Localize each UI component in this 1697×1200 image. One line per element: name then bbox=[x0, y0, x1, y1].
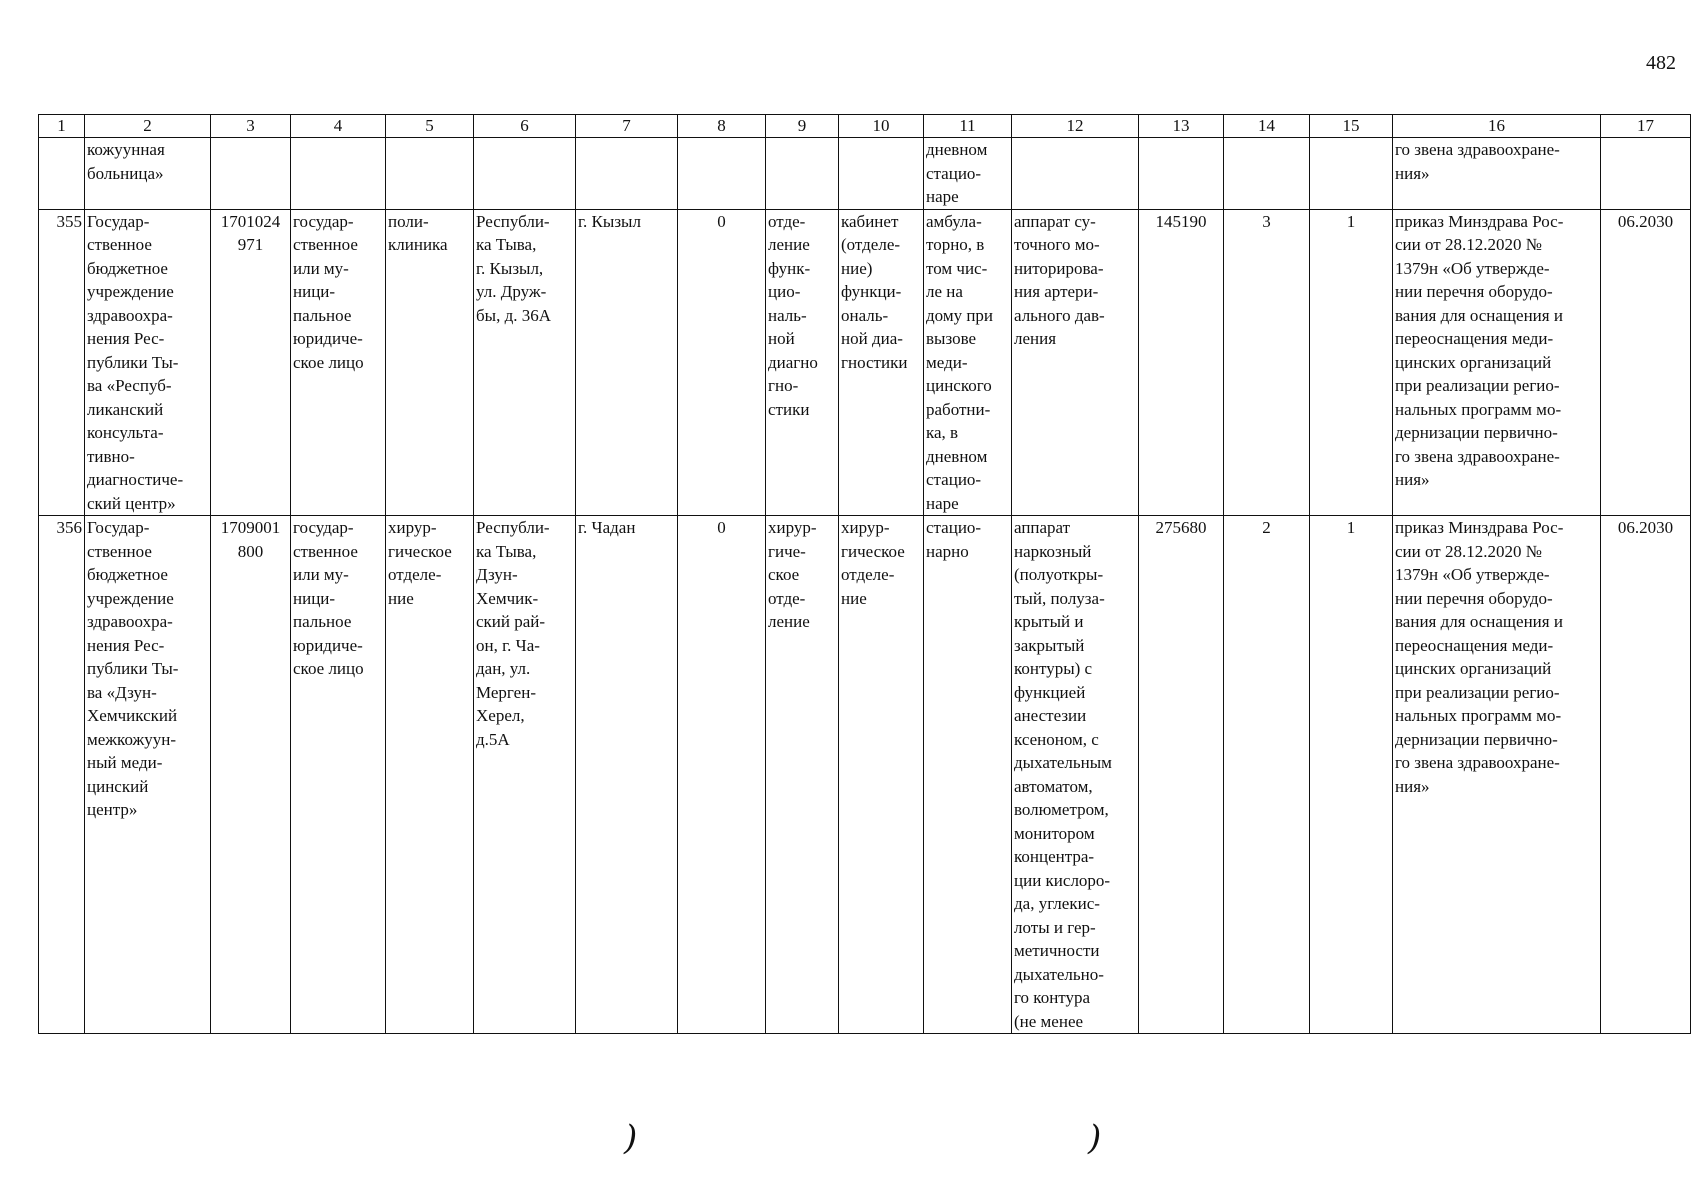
header-cell: 17 bbox=[1601, 115, 1691, 138]
care-conditions-cell: стацио- нарно bbox=[924, 516, 1012, 1034]
table-row bbox=[39, 209, 1691, 516]
quantity-cell: 1 bbox=[1310, 209, 1393, 516]
table-cell bbox=[678, 138, 766, 210]
header-cell: 12 bbox=[1012, 115, 1139, 138]
quantity-cell: 1 bbox=[1310, 516, 1393, 1034]
table-cell bbox=[1224, 138, 1310, 210]
address-cell: Республи- ка Тыва, Дзун- Хемчик- ский рай- он, г. Ча- дан, ул. Мерген- Херел, д.5А bbox=[474, 516, 576, 1034]
header-row bbox=[39, 115, 1691, 138]
value-cell: 0 bbox=[678, 516, 766, 1034]
scan-mark: ) bbox=[624, 1118, 638, 1158]
table-cell bbox=[1310, 138, 1393, 210]
header-cell: 6 bbox=[474, 115, 576, 138]
table-cell bbox=[1601, 138, 1691, 210]
scan-mark: ) bbox=[1088, 1118, 1102, 1158]
page-number: 482 bbox=[1646, 52, 1676, 74]
table-cell bbox=[766, 138, 839, 210]
legal-form-cell: государ- ственное или му- ници- пальное юридиче- ское лицо bbox=[291, 209, 386, 516]
table-cell bbox=[386, 138, 474, 210]
department-cell: отде- ление функ- цио- наль- ной диагно гно- стики bbox=[766, 209, 839, 516]
inn-cell: 1709001 800 bbox=[211, 516, 291, 1034]
value-cell: 0 bbox=[678, 209, 766, 516]
subdivision-cell: хирур- гическое отделе- ние bbox=[839, 516, 924, 1034]
care-conditions-cell: амбула- торно, в том чис- ле на дому при вызове меди- цинского работни- ка, в дневном стацио- наре bbox=[924, 209, 1012, 516]
regulation-cell: приказ Минздрава Рос- сии от 28.12.2020 № 1379н «Об утвержде- нии перечня оборудо- вания для оснащения и переоснащения меди- цинских организаций при реализации регио- нальных программ мо- дернизации первично- го звена здравоохране- ния» bbox=[1393, 516, 1601, 1034]
organization-name-cell: Государ- ственное бюджетное учреждение здравоохра- нения Рес- публики Ты- ва «Респуб- ликанский консульта- тивно- диагностиче- ский центр» bbox=[85, 209, 211, 516]
header-cell: 9 bbox=[766, 115, 839, 138]
header-cell: 5 bbox=[386, 115, 474, 138]
table-cell bbox=[39, 138, 85, 210]
header-cell: 7 bbox=[576, 115, 678, 138]
equipment-cell: аппарат наркозный (полуоткры- тый, полуза- крытый и закрытый контуры) с функцией анестезии ксеноном, с дыхательным автоматом, волюметром, монитором концентра- ции кислоро- да, углекис- лоты и гер- метичности дыхательно- го контура (не менее bbox=[1012, 516, 1139, 1034]
header-cell: 4 bbox=[291, 115, 386, 138]
equipment-code-cell: 275680 bbox=[1139, 516, 1224, 1034]
equipment-cell: аппарат су- точного мо- ниторирова- ния артери- ального дав- ления bbox=[1012, 209, 1139, 516]
locality-cell: г. Кызыл bbox=[576, 209, 678, 516]
header-cell: 13 bbox=[1139, 115, 1224, 138]
organization-name-cell: Государ- ственное бюджетное учреждение здравоохра- нения Рес- публики Ты- ва «Дзун- Хемчикский межкожуун- ный меди- цинский центр» bbox=[85, 516, 211, 1034]
table-cell bbox=[474, 138, 576, 210]
date-cell: 06.2030 bbox=[1601, 209, 1691, 516]
row-number-cell: 356 bbox=[39, 516, 85, 1034]
row-number-cell: 355 bbox=[39, 209, 85, 516]
table-cell bbox=[1012, 138, 1139, 210]
table-cell: го звена здравоохране- ния» bbox=[1393, 138, 1601, 210]
table-cell bbox=[291, 138, 386, 210]
header-cell: 16 bbox=[1393, 115, 1601, 138]
table-cell bbox=[211, 138, 291, 210]
inn-cell: 1701024 971 bbox=[211, 209, 291, 516]
header-cell: 14 bbox=[1224, 115, 1310, 138]
table-cell: кожуунная больница» bbox=[85, 138, 211, 210]
locality-cell: г. Чадан bbox=[576, 516, 678, 1034]
table-row bbox=[39, 516, 1691, 1034]
quantity-cell: 3 bbox=[1224, 209, 1310, 516]
legal-form-cell: государ- ственное или му- ници- пальное юридиче- ское лицо bbox=[291, 516, 386, 1034]
table-cell bbox=[1139, 138, 1224, 210]
header-cell: 11 bbox=[924, 115, 1012, 138]
regulation-cell: приказ Минздрава Рос- сии от 28.12.2020 № 1379н «Об утвержде- нии перечня оборудо- вания для оснащения и переоснащения меди- цинских организаций при реализации регио- нальных программ мо- дернизации первично- го звена здравоохране- ния» bbox=[1393, 209, 1601, 516]
header-cell: 15 bbox=[1310, 115, 1393, 138]
header-cell: 10 bbox=[839, 115, 924, 138]
table-cell: дневном стацио- наре bbox=[924, 138, 1012, 210]
header-cell: 8 bbox=[678, 115, 766, 138]
unit-type-cell: хирур- гическое отделе- ние bbox=[386, 516, 474, 1034]
quantity-cell: 2 bbox=[1224, 516, 1310, 1034]
header-cell: 2 bbox=[85, 115, 211, 138]
address-cell: Республи- ка Тыва, г. Кызыл, ул. Друж- бы, д. 36А bbox=[474, 209, 576, 516]
date-cell: 06.2030 bbox=[1601, 516, 1691, 1034]
department-cell: хирур- гиче- ское отде- ление bbox=[766, 516, 839, 1034]
header-cell: 1 bbox=[39, 115, 85, 138]
table-cell bbox=[576, 138, 678, 210]
table-cell bbox=[839, 138, 924, 210]
table-row bbox=[39, 138, 1691, 210]
header-cell: 3 bbox=[211, 115, 291, 138]
registry-table bbox=[38, 114, 1691, 1034]
unit-type-cell: поли- клиника bbox=[386, 209, 474, 516]
equipment-code-cell: 145190 bbox=[1139, 209, 1224, 516]
subdivision-cell: кабинет (отделе- ние) функци- ональ- ной диа- гностики bbox=[839, 209, 924, 516]
